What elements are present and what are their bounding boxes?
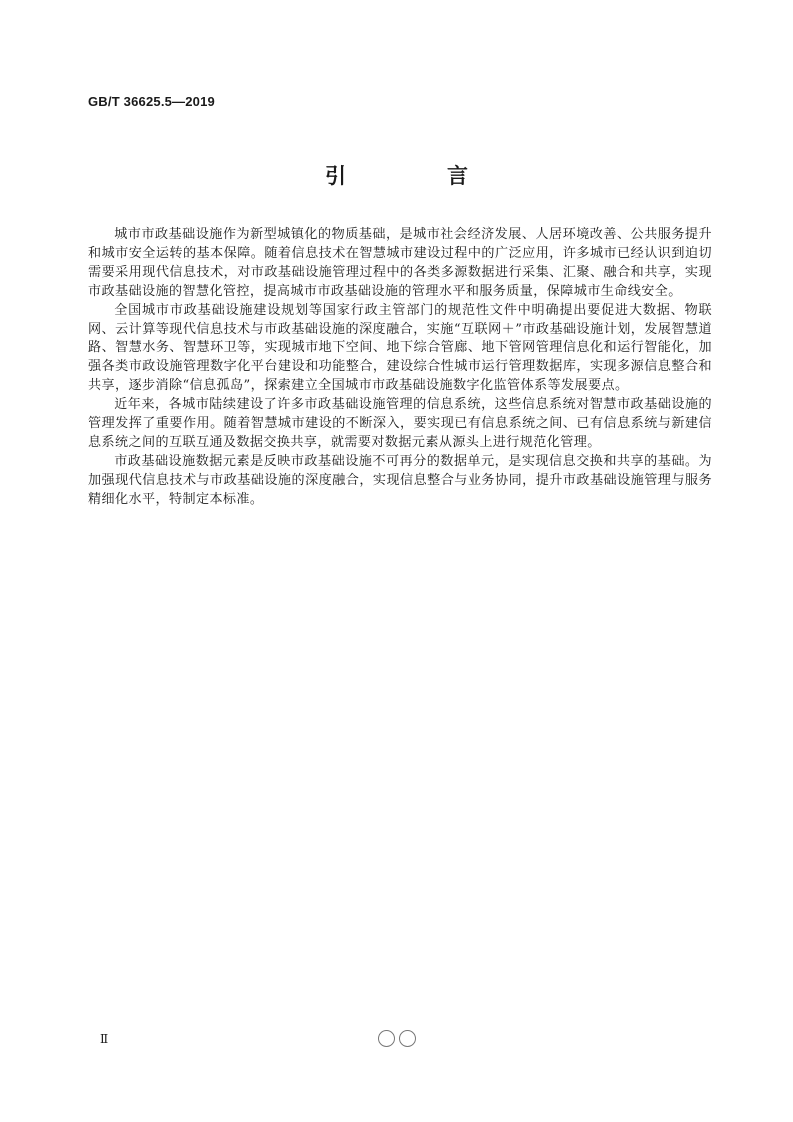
paragraph: 市政基础设施数据元素是反映市政基础设施不可再分的数据单元，是实现信息交换和共享的基础。为加强现代信息技术与市政基础设施的深度融合，实现信息整合与业务协同，提升市政基础设施管理与服务精细化水平，特制定本标准。: [88, 453, 712, 507]
introduction-body: [88, 226, 712, 510]
page-number: Ⅱ: [100, 1032, 109, 1046]
circle-icon: [399, 1030, 416, 1047]
paragraph: 近年来，各城市陆续建设了许多市政基础设施管理的信息系统，这些信息系统对智慧市政基础设施的管理发挥了重要作用。随着智慧城市建设的不断深入，要实现已有信息系统之间、已有信息系统与新建信息系统之间的互联互通及数据交换共享，就需要对数据元素从源头上进行规范化管理。: [88, 397, 712, 450]
circle-icon: [378, 1030, 395, 1047]
paragraph: 城市市政基础设施作为新型城镇化的物质基础，是城市社会经济发展、人居环境改善、公共服务提升和城市安全运转的基本保障。随着信息技术在智慧城市建设过程中的广泛应用，许多城市已经认识到迫切需要采用现代信息技术，对市政基础设施管理过程中的各类多源数据进行采集、汇聚、融合和共享，实现市政基础设施的智慧化管控，提高城市市政基础设施的管理水平和服务质量，保障城市生命线安全。: [88, 227, 712, 299]
standard-code: GB/T 36625.5—2019: [88, 94, 215, 109]
paragraph: 全国城市市政基础设施建设规划等国家行政主管部门的规范性文件中明确提出要促进大数据、物联网、云计算等现代信息技术与市政基础设施的深度融合，实施“互联网＋”市政基础设施计划，发展智慧道路、智慧水务、智慧环卫等，实现城市地下空间、地下综合管廊、地下管网管理信息化和运行智能化，加强各类市政设施管理数字化平台建设和功能整合，建设综合性城市运行管理数据库，实现多源信息整合和共享，逐步消除“信息孤岛”，探索建立全国城市市政基础设施数字化监管体系等发展要点。: [88, 302, 712, 394]
footer-circles-mark: [378, 1030, 416, 1047]
page-title: 引 言: [325, 164, 508, 188]
